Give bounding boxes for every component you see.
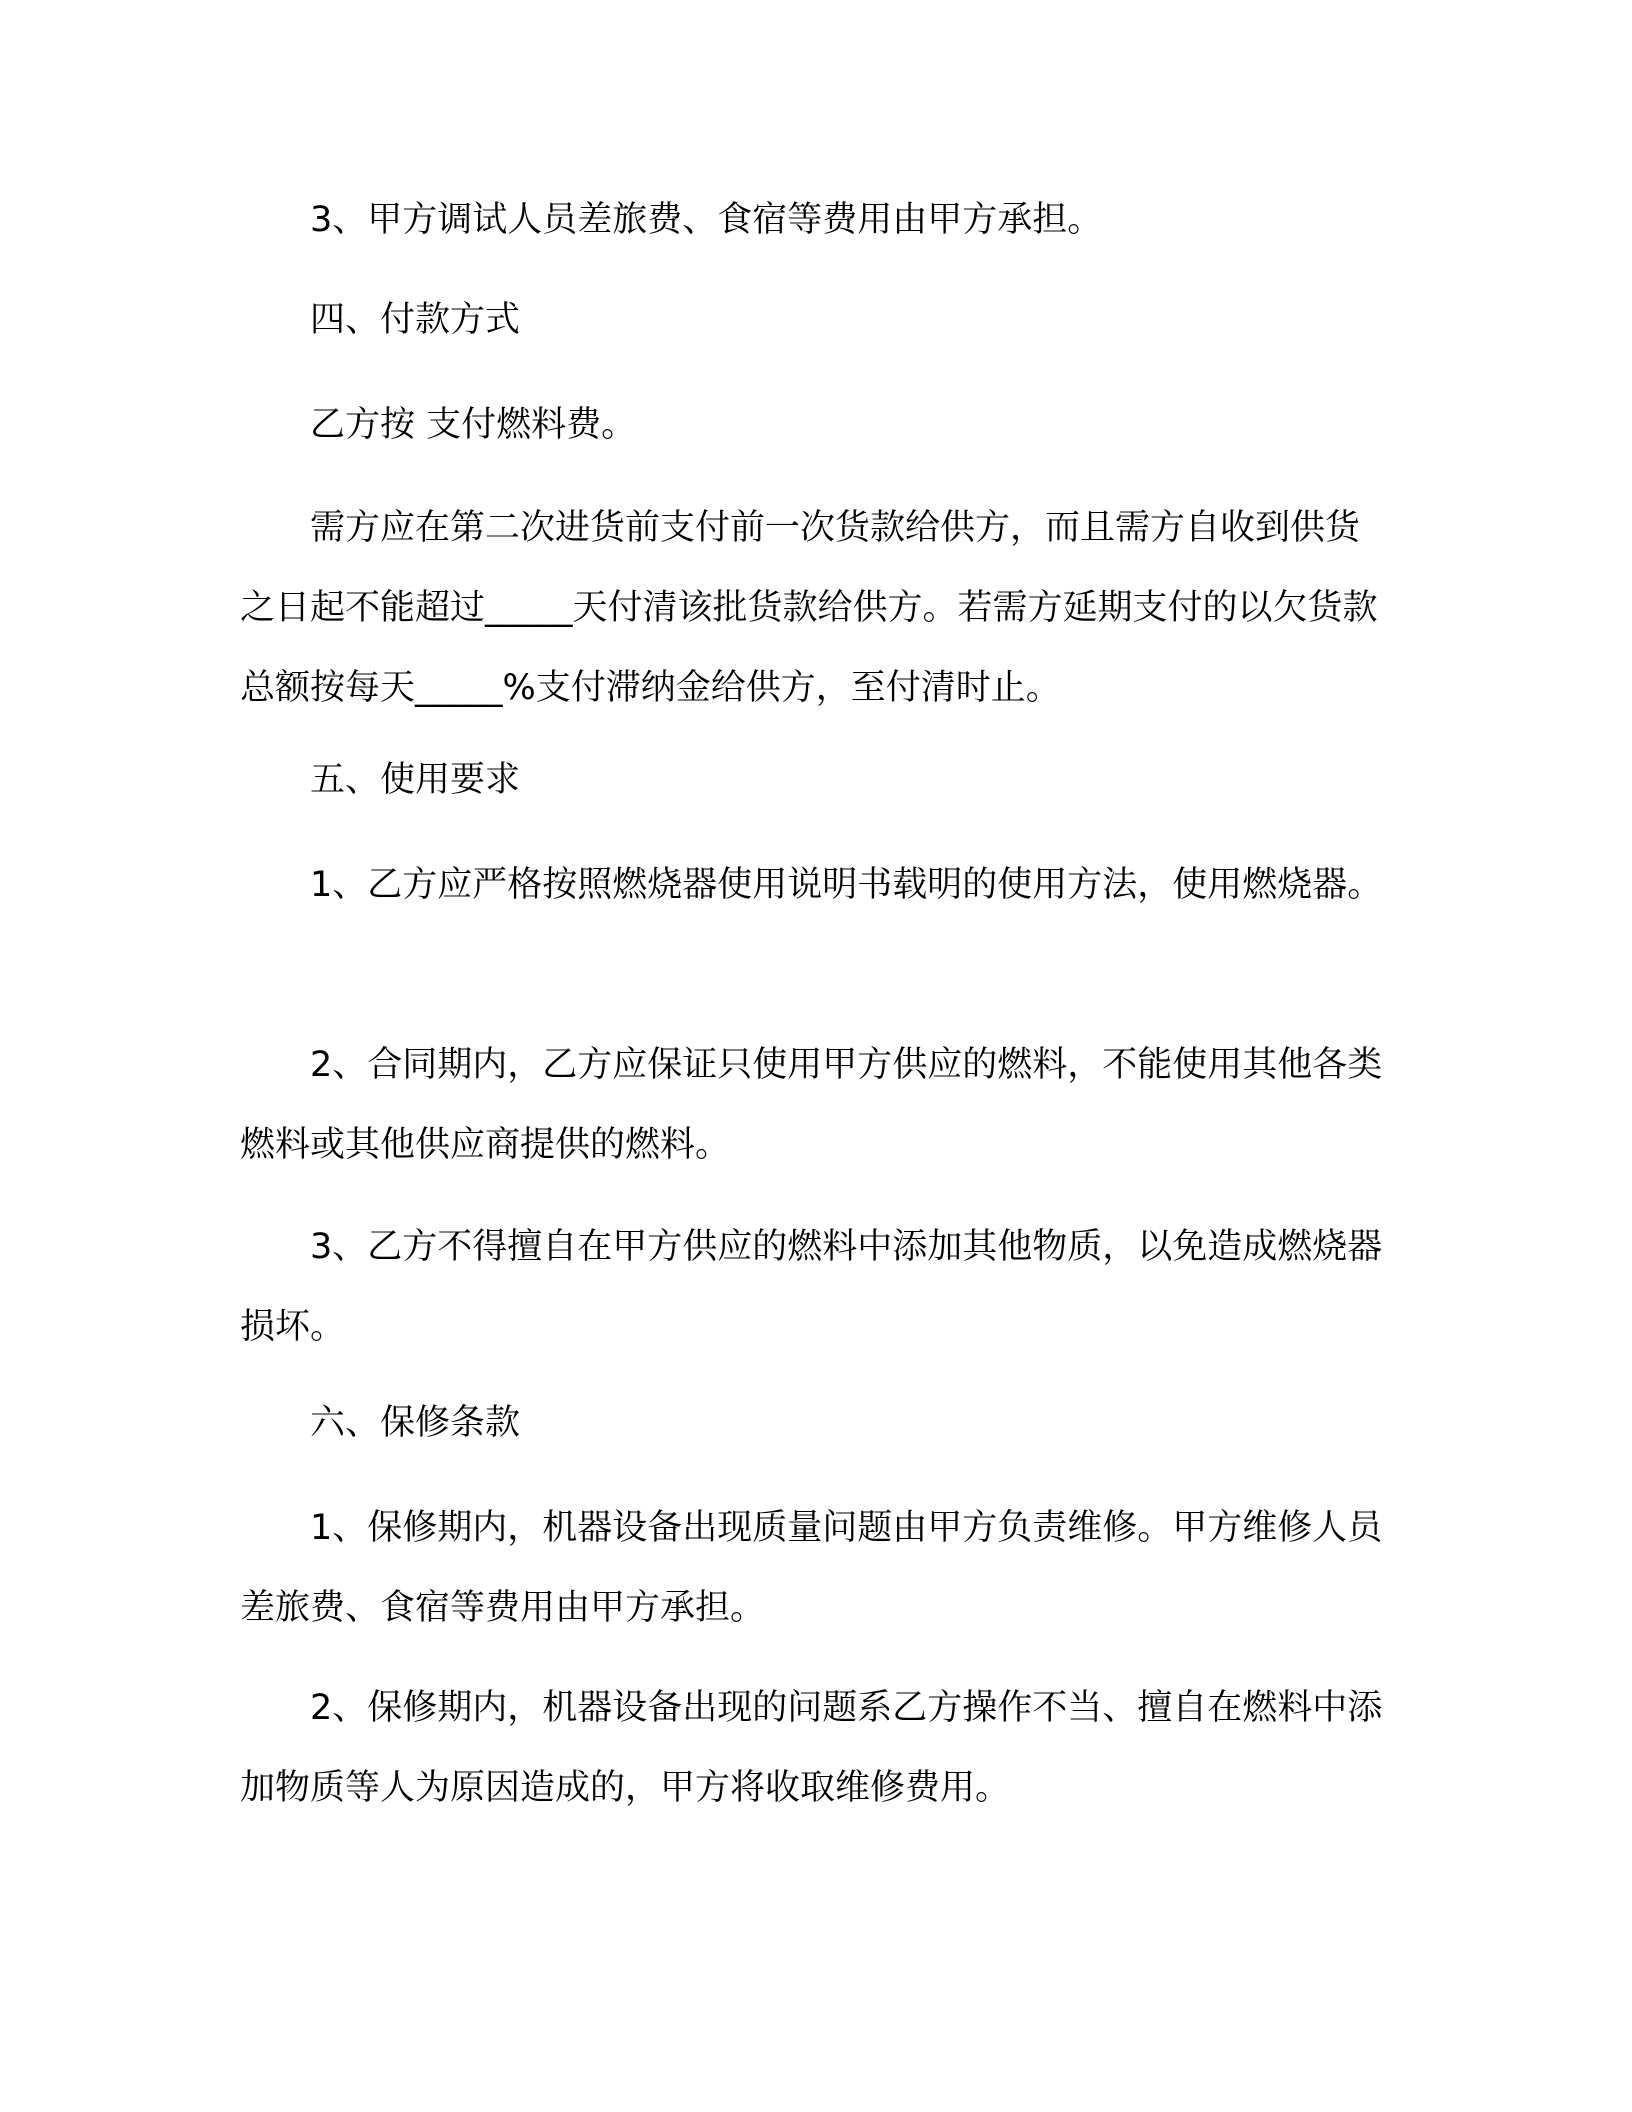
warranty-clause-1: 1、保修期内，机器设备出现质量问题由甲方负责维修。甲方维修人员差旅费、食宿等费用由甲方承担。: [240, 1508, 1383, 1628]
clause-3-commissioning-costs: 3、甲方调试人员差旅费、食宿等费用由甲方承担。: [310, 200, 1103, 240]
usage-clause-2: 2、合同期内，乙方应保证只使用甲方供应的燃料，不能使用其他各类燃料或其他供应商提供的燃料。: [240, 1045, 1383, 1165]
payment-fuel-fee-paragraph: 乙方按 支付燃料费。: [310, 405, 637, 445]
section-heading-payment-method: 四、付款方式: [310, 300, 521, 340]
usage-clause-1: 1、乙方应严格按照燃烧器使用说明书载明的使用方法，使用燃烧器。: [310, 865, 1383, 905]
usage-clause-3: 3、乙方不得擅自在甲方供应的燃料中添加其他物质，以免造成燃烧器损坏。: [240, 1227, 1383, 1347]
payment-terms-paragraph: 需方应在第二次进货前支付前一次货款给供方，而且需方自收到供货之日起不能超过_____天付清该批货款给供方。若需方延期支付的以欠货款总额按每天_____%支付滞纳金给供方，至付清时止。: [240, 508, 1378, 708]
section-heading-usage-requirements: 五、使用要求: [310, 760, 521, 800]
section-heading-warranty-terms: 六、保修条款: [310, 1403, 521, 1443]
warranty-clause-2: 2、保修期内，机器设备出现的问题系乙方操作不当、擅自在燃料中添加物质等人为原因造成的，甲方将收取维修费用。: [240, 1688, 1383, 1808]
